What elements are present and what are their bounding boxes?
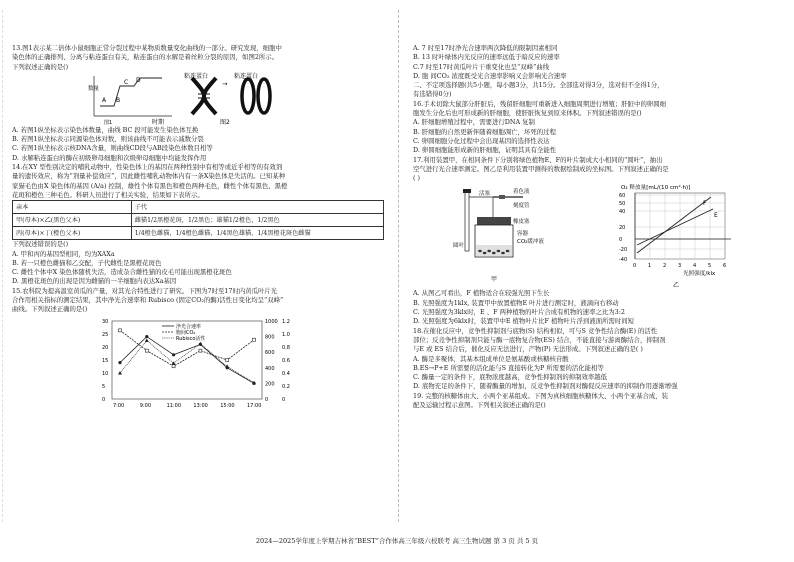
y-tick-label: -20 bbox=[619, 247, 628, 254]
series-line bbox=[120, 340, 254, 382]
apparatus-label-dye: 着色液 bbox=[513, 189, 530, 196]
q18-option-d: D. 底物充足的条件下，随着酶量的增加，反竞争性抑制剂对酶促反应速率的抑制作用逐渐增强 bbox=[413, 382, 678, 391]
y-right-tick-label: 400 bbox=[265, 365, 275, 372]
q14-question: 下列叙述错误的是() bbox=[12, 240, 69, 249]
table-row bbox=[13, 227, 384, 240]
y-tick-label: 40 bbox=[619, 209, 626, 216]
page-footer: 2024—2025学年度上学期吉林省“BEST”合作体高三年级六校联考 高三生物试题 第 3 页 共 5 页 bbox=[255, 537, 539, 545]
q13-stem-3: 下列叙述正确的是() bbox=[12, 62, 69, 71]
fig1-point-a: A bbox=[102, 96, 107, 104]
q18-stem-1: 18.在催化反应中，竞争性抑制剂与底物(S) 结构相似，可与S 竞争性结合酶(E) 的活性 bbox=[413, 326, 658, 335]
legend-series-3: Rubisco活性 bbox=[176, 335, 206, 342]
q18-option-a: A. 酶是多聚体，其基本组成单位是氨基酸或核糖核苷酸 bbox=[413, 354, 569, 363]
table-head-offspring: 子代 bbox=[131, 201, 383, 214]
fold-line bbox=[398, 10, 399, 522]
table-cell: 1/4橙色雌猫，1/4橙色雌猫，1/4黑色雄猫，1/4黑橙花斑色雌猫 bbox=[131, 227, 383, 240]
q17-option-d: D. 光照强度为6klx时，装置甲中E 植物叶片比F 植物叶片浮到液面所需时间短 bbox=[413, 317, 635, 326]
y-right2-tick-label: 1.0 bbox=[282, 331, 290, 338]
q13-stem-2: 染色体的正确排列、分离与粘连蛋白有关，粘连蛋白的水解是着丝粒分裂的原因，如图2所示。 bbox=[12, 53, 279, 62]
q14-option-b: B. 若一只橙色雌猫和乙交配，子代雌性是黑橙花斑色 bbox=[12, 258, 162, 267]
q17-option-c: C. 光照强度为3klx时，E 、F 两种植物的叶片合成有机物的速率之比为3:2 bbox=[413, 308, 625, 317]
figure-2-chromosome bbox=[184, 72, 270, 126]
q14-stem-2: 量的遗传效应，称为“剂量补偿效应”，因此雌性哺乳动物体内有一条X染色体是失活的。已知某种 bbox=[12, 172, 286, 181]
legend-series-1: 净光合速率 bbox=[176, 323, 202, 330]
fig2-label-right: 粘连蛋白 bbox=[234, 72, 259, 80]
q13-figure-svg bbox=[12, 72, 382, 126]
q15-stem-2: 合作用相关指标的测定结果，其中净光合速率和 Rubisco (固定CO₂的酶)活性日变化均呈“双峰” bbox=[12, 296, 284, 305]
apparatus-label-buffer: CO₂缓冲液 bbox=[517, 239, 544, 246]
q19-stem-2: 配及运输过程示意图。下列相关叙述正确的是() bbox=[413, 401, 546, 410]
y-right-tick-label: 600 bbox=[265, 349, 275, 356]
y-right-tick-label: 200 bbox=[265, 381, 275, 388]
y-left-tick-label: 10 bbox=[102, 370, 109, 377]
y-right-tick-label: 0 bbox=[265, 396, 269, 403]
q16-option-b: B. 肝细胞的自然更新伴随着细胞凋亡，坏死的过程 bbox=[413, 127, 556, 136]
q15-option-d: D. 胞 间CO₂ 浓度既受光合速率影响又会影响光合速率 bbox=[413, 71, 567, 80]
data-point bbox=[145, 338, 149, 342]
q17-option-b: B. 光照强度为1klx, 装置甲中放置植物E 叶片进行测定时，液滴向右移动 bbox=[413, 298, 619, 307]
legend-series-2: 胞间CO₂ bbox=[176, 329, 196, 336]
y-left-tick-label: 0 bbox=[102, 396, 106, 403]
apparatus-figure bbox=[453, 187, 544, 283]
data-point bbox=[119, 329, 122, 332]
data-point bbox=[172, 353, 175, 356]
y-tick-label: -40 bbox=[619, 257, 628, 264]
data-point bbox=[253, 338, 256, 341]
q15-option-b: B. 13 时叶绿体内光反应的速率远低于暗反应的速率 bbox=[413, 53, 560, 62]
fig2-arrow: → bbox=[222, 79, 228, 88]
x-tick-label: 0 bbox=[633, 263, 637, 270]
apparatus-caption: 甲 bbox=[491, 276, 498, 284]
fig2-caption: 图2 bbox=[220, 118, 230, 126]
table-cell: 甲(母本)×乙(黑色父本) bbox=[13, 214, 132, 227]
q13-option-c: C. 若图1纵坐标表示核DNA含量，则曲线CD段与AB段染色体数目相等 bbox=[12, 144, 213, 153]
y-right2-tick-label: 0.8 bbox=[282, 344, 290, 351]
figure-1-graph bbox=[88, 76, 172, 126]
q15-option-c: C.7 时至17时黄瓜叶片干重变化也呈“双峰”曲线 bbox=[413, 62, 550, 71]
q14-table bbox=[12, 200, 384, 240]
q16-option-a: A. 肝细胞增殖过程中，需要进行DNA 复制 bbox=[413, 118, 535, 127]
graph-caption: 乙 bbox=[673, 282, 680, 290]
section-2-heading-1: 二、不定项选择题(共5小题，每小题3分，共15分。全部选对得3分，选对但不全得1分， bbox=[413, 81, 664, 90]
x-tick-label: 9:00 bbox=[139, 402, 152, 409]
data-point bbox=[145, 335, 148, 338]
curve-f bbox=[637, 197, 711, 253]
q18-option-b: B.ES→P+E 所需要的活化能与S 直接转化为P 所需要的活化能相等 bbox=[413, 363, 604, 372]
y-tick-label: 20 bbox=[619, 225, 626, 232]
q13-stem-1: 13.图1表示某二倍体小鼠细胞正常分裂过程中某物质数量变化曲线的一部分。研究发现，细胞中 bbox=[12, 44, 282, 52]
data-point bbox=[145, 349, 148, 352]
apparatus-label-scale: 刻度管 bbox=[513, 203, 530, 210]
fig1-ylabel: 数量 bbox=[88, 85, 100, 92]
y-left-tick-label: 5 bbox=[102, 383, 106, 390]
table-head-parents: 亲本 bbox=[13, 201, 132, 214]
q18-stem-3: 与E 或 ES 结合后，催化反应无法进行，产物(P) 无法形成。下列叙述正确的是( ) bbox=[413, 345, 643, 354]
apparatus-label-container: 容器 bbox=[517, 231, 529, 238]
section-2-heading-2: 有选错得0分) bbox=[413, 90, 452, 99]
q18-option-c: C. 酶量一定的条件下，底物浓度越高，竞争性抑制剂的抑制效率越低 bbox=[413, 373, 608, 382]
fig2-label-left: 粘连蛋白 bbox=[184, 72, 209, 80]
apparatus-label-piston: 活塞 bbox=[479, 191, 491, 198]
q17-stem-1: 17.利用装置甲，在相同条件下分别将绿色植物E、F的叶片制成大小相同的“圆叶”，抽出 bbox=[413, 155, 663, 164]
y-right-tick-label: 1000 bbox=[265, 318, 278, 325]
y-right2-tick-label: 0 bbox=[282, 396, 286, 403]
data-point bbox=[172, 364, 175, 367]
data-point bbox=[199, 349, 202, 352]
q17-figures bbox=[413, 183, 787, 289]
table-row bbox=[13, 214, 384, 227]
q15-stem-1: 15.农科院为提高温室黄瓜的产量，对其光合特性进行了研究。下图为7时至17时内黄瓜叶片光 bbox=[12, 286, 278, 295]
right-column bbox=[413, 44, 787, 410]
y-right2-tick-label: 0.6 bbox=[282, 357, 290, 364]
data-point bbox=[118, 361, 121, 364]
x-tick-label: 4 bbox=[693, 263, 697, 270]
x-tick-label: 2 bbox=[663, 263, 667, 270]
q14-stem-3: 家猫毛色由X 染色体的基因 (A/a) 控制，雄性个体有黑色和橙色两种毛色，雌性个体有黑色、黑橙 bbox=[12, 181, 288, 190]
y-left-tick-label: 15 bbox=[102, 357, 109, 364]
y-tick-label: 60 bbox=[619, 193, 626, 200]
q13-option-d: D. 水解粘连蛋白的酶在初级卵母细胞和次级卵母细胞中均能发挥作用 bbox=[12, 153, 207, 162]
fig1-caption: 图1 bbox=[104, 119, 113, 126]
chart-legend bbox=[162, 323, 205, 342]
series-line bbox=[120, 336, 254, 383]
q15-stem-3: 曲线。下列叙述正确的是() bbox=[12, 305, 88, 314]
q16-option-c: C. 卵圆细胞分化过程中会出现基因的选择性表达 bbox=[413, 136, 550, 145]
fig1-xlabel: 时期 bbox=[152, 118, 165, 126]
x-tick-label: 15:00 bbox=[220, 402, 235, 409]
apparatus-label-leaf: 圆叶 bbox=[453, 243, 465, 250]
y-right2-tick-label: 0.2 bbox=[282, 383, 290, 390]
y-left-tick-label: 25 bbox=[102, 331, 109, 338]
y-right-tick-label: 800 bbox=[265, 334, 275, 341]
q19-stem-1: 19. 完整的核糖体由大、小两个亚基组成。下图为真核细胞核糖体大、小两个亚基合成，装 bbox=[413, 391, 669, 400]
graph-title: O₂ 释放量[mL/(10 cm²·h)] bbox=[621, 185, 691, 192]
table-cell: 雌猫1/2黑橙花斑，1/2黑色；雄猫1/2橙色，1/2黑色 bbox=[131, 214, 383, 227]
x-tick-label: 3 bbox=[678, 263, 682, 270]
q16-option-d: D. 卵圆细胞能形成新的肝细胞，证明其具有全能性 bbox=[413, 146, 557, 155]
x-tick-label: 6 bbox=[723, 263, 727, 270]
x-tick-label: 17:00 bbox=[247, 402, 262, 409]
q17-stem-2: 空气进行光合速率测定。图乙是利用装置甲测得的数据绘制成的坐标图。下列叙述正确的是 bbox=[413, 164, 669, 173]
q15-option-a: A. 7 时至17时净光合速率两次降低的限制因素相同 bbox=[413, 44, 558, 52]
data-point bbox=[226, 358, 229, 361]
q14-option-d: D. 黑橙花斑色的出现是因为雌猫的一半细胞内表达Xa基因 bbox=[12, 277, 177, 286]
fig1-point-b: B bbox=[116, 96, 121, 104]
table-cell: 丙(母本)×丁(橙色父本) bbox=[13, 227, 132, 240]
binding-line bbox=[2, 10, 3, 522]
q15-chart-svg bbox=[12, 315, 382, 415]
y-left-tick-label: 30 bbox=[102, 318, 109, 325]
apparatus-label-stopper: 橡皮塞 bbox=[513, 219, 530, 226]
q15-chart bbox=[12, 315, 384, 415]
curve-e-label: E bbox=[714, 212, 718, 220]
x-tick-label: 5 bbox=[708, 263, 712, 270]
y-right2-tick-label: 1.2 bbox=[282, 318, 290, 325]
fig1-point-d: D bbox=[136, 76, 141, 84]
graph-xlabel: 光照强度/klx bbox=[683, 271, 716, 278]
x-tick-label: 7:00 bbox=[113, 402, 125, 409]
y-left-tick-label: 20 bbox=[102, 344, 109, 351]
q13-figures bbox=[12, 72, 384, 126]
q16-stem-1: 16.手术切除大鼠部分肝脏后，残留肝细胞可重新进入细胞周期进行增殖；肝脏中的卵圆细 bbox=[413, 99, 667, 108]
oxygen-graph bbox=[619, 183, 731, 289]
left-column bbox=[12, 44, 384, 415]
q14-stem-1: 14.在XY 型性别决定的哺乳动物中，性染色体上的基因在两种性别中有相等或近乎相等的有效剂 bbox=[12, 163, 283, 172]
q14-stem-4: 花斑和橙色三种毛色。科研人员进行了相关实验，结果如下表所示。 bbox=[12, 190, 204, 199]
q17-figure-svg bbox=[413, 183, 787, 289]
x-tick-label: 11:00 bbox=[166, 402, 182, 409]
q14-option-c: C. 雌性个体中X 染色体随机失活，造成杂合雌性猫的皮毛可能出现黑橙花斑色 bbox=[12, 268, 232, 277]
q18-stem-2: 部位；反竞争性抑制剂只能与酶一底物复合物(ES) 结合，不能直接与游离酶结合，抑制剂 bbox=[413, 335, 666, 344]
x-tick-label: 1 bbox=[648, 263, 652, 270]
curve-f-label: F bbox=[703, 200, 707, 208]
q16-stem-2: 胞发生分化后也可形成新的肝细胞，使肝脏恢复到原来体积。下列叙述错误的是() bbox=[413, 109, 642, 118]
fig1-point-c: C bbox=[124, 78, 129, 86]
data-point bbox=[198, 341, 202, 345]
q17-stem-3: ( ) bbox=[413, 174, 421, 183]
y-tick-label: 50 bbox=[619, 201, 626, 208]
q13-option-b: B. 若图1纵坐标表示同源染色体对数，则该曲线不可能表示减数分裂 bbox=[12, 135, 204, 144]
q14-option-a: A. 甲和丙的基因型相同，均为XAXa bbox=[12, 249, 115, 258]
y-tick-label: 0 bbox=[619, 237, 623, 244]
x-tick-label: 13:00 bbox=[193, 402, 208, 409]
y-right2-tick-label: 0.4 bbox=[282, 370, 290, 377]
q17-option-a: A. 从图乙可看出，F 植物适合在较强光照下生长 bbox=[413, 289, 550, 298]
q13-option-a: A. 若图1纵坐标表示染色体数量，曲线 BC 段可能发生染色体互换 bbox=[12, 125, 199, 134]
